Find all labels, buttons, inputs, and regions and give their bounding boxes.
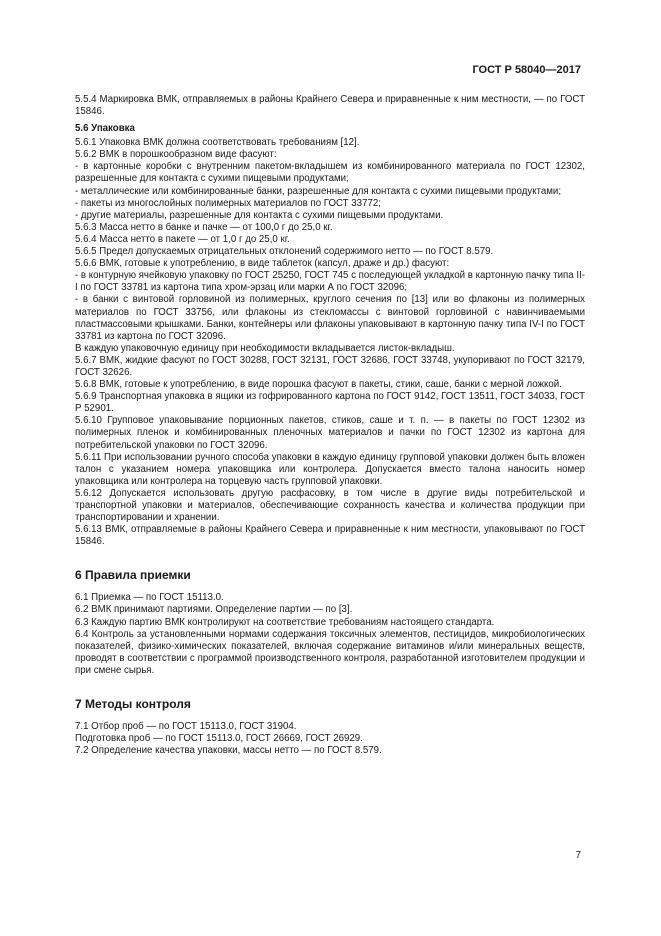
paragraph: 5.6.10 Групповое упаковывание порционных пакетов, стиков, саше и т. п. — в пакеты по ГОСТ 12302 из полимерных пленок и комбинированных пленочных материалов и пачки по ГОСТ 12302 из картона для потребительской упаковки по ГОСТ 32096. bbox=[75, 415, 585, 451]
paragraph: 5.6.3 Масса нетто в банке и пачке — от 100,0 г до 25,0 кг. bbox=[75, 221, 333, 233]
list-item: - пакеты из многослойных полимерных материалов по ГОСТ 33772; bbox=[75, 197, 381, 209]
list-item: - в контурную ячейковую упаковку по ГОСТ 25250, ГОСТ 745 с последующей укладкой в картонную пачку типа II-I по ГОСТ 33781 из картона типа хром-эрзац или марки А по ГОСТ 32096; bbox=[75, 270, 585, 294]
paragraph: 5.6.13 ВМК, отправляемые в районы Крайнего Севера и приравненные к ним местности, упаковывают по ГОСТ 15846. bbox=[75, 524, 585, 548]
paragraph: 5.6.7 ВМК, жидкие фасуют по ГОСТ 30288, ГОСТ 32131, ГОСТ 32686, ГОСТ 33748, укупоривают по ГОСТ 32179, ГОСТ 32626. bbox=[75, 354, 585, 378]
paragraph: 5.6.12 Допускается использовать другую расфасовку, в том числе в другие виды потребительской и транспортной упаковки и материалов, обеспечивающие сохранность качества и количества продукции при транспортировании и хранении. bbox=[75, 487, 585, 524]
paragraph: 5.6.8 ВМК, готовые к употреблению, в виде порошка фасуют в пакеты, стики, саше, банки с мерной ложкой. bbox=[75, 379, 562, 391]
paragraph: 7.1 Отбор проб — по ГОСТ 15113.0, ГОСТ 31904. bbox=[75, 721, 297, 733]
section-heading: 7 Методы контроля bbox=[75, 697, 191, 712]
paragraph: 5.6.1 Упаковка ВМК должна соответствовать требованиям [12]. bbox=[75, 137, 360, 149]
page-number: 7 bbox=[575, 850, 581, 861]
paragraph: 6.2 ВМК принимают партиями. Определение партии — по [3]. bbox=[75, 604, 353, 616]
paragraph: 5.6.5 Предел допускаемых отрицательных отклонений содержимого нетто — по ГОСТ 8.579. bbox=[75, 246, 494, 258]
section-heading: 6 Правила приемки bbox=[75, 568, 191, 583]
paragraph: 5.6.11 При использовании ручного способа упаковки в каждую единицу групповой упаковки должен быть вложен талон с указанием номера упаковщика или контролера. Допускается вместо талона наносить номер упаковщика или контролера на торцевую часть групповой упаковки. bbox=[75, 451, 585, 487]
paragraph: 5.5.4 Маркировка ВМК, отправляемых в районы Крайнего Севера и приравненные к ним местности, — по ГОСТ 15846. bbox=[75, 94, 585, 118]
list-item: - другие материалы, разрешенные для контакта с сухими пищевыми продуктами. bbox=[75, 209, 444, 221]
list-item: - металлические или комбинированные банки, разрешенные для контакта с сухими пищевыми продуктами; bbox=[75, 185, 562, 197]
paragraph: 5.6.6 ВМК, готовые к употреблению, в виде таблеток (капсул, драже и др.) фасуют: bbox=[75, 258, 450, 270]
document-number-header: ГОСТ Р 58040—2017 bbox=[472, 64, 581, 76]
paragraph: 5.6.9 Транспортная упаковка в ящики из гофрированного картона по ГОСТ 9142, ГОСТ 13511, ГОСТ 34033, ГОСТ Р 52901. bbox=[75, 391, 585, 415]
paragraph: 6.1 Приемка — по ГОСТ 15113.0. bbox=[75, 592, 224, 604]
paragraph: 5.6.2 ВМК в порошкообразном виде фасуют: bbox=[75, 149, 277, 161]
subsection-heading: 5.6 Упаковка bbox=[75, 123, 135, 135]
paragraph: В каждую упаковочную единицу при необходимости вкладывается листок-вкладыш. bbox=[75, 342, 455, 354]
list-item: - в банки с винтовой горловиной из полимерных, круглого сечения по [13] или во флаконы из полимерных материалов по ГОСТ 33756, или флаконы из стекломассы с винтовой горловиной с навинчиваемыми пластмассовыми крышками. Банки, контейнеры или флаконы упаковывают в картонную пачку типа IV-I по ГОСТ 33781 из картона по ГОСТ 32096. bbox=[75, 294, 585, 342]
list-item: - в картонные коробки с внутренним пакетом-вкладышем из комбинированного материала по ГОСТ 12302, разрешенные для контакта с сухими пищевыми продуктами; bbox=[75, 161, 585, 185]
page-content bbox=[75, 94, 585, 757]
paragraph: 6.4 Контроль за установленными нормами содержания токсичных элементов, пестицидов, микробиологических показателей, физико-химических показателей, включая содержание витаминов и/или минеральных веществ, проводят в соответствии с программой производственного контроля, разработанной изготовителем продукции и при смене сырья. bbox=[75, 628, 585, 676]
paragraph: 6.3 Каждую партию ВМК контролируют на соответствие требованиям настоящего стандарта. bbox=[75, 616, 495, 628]
paragraph: 5.6.4 Масса нетто в пакете — от 1,0 г до 25,0 кг. bbox=[75, 233, 290, 245]
paragraph: Подготовка проб — по ГОСТ 15113.0, ГОСТ 26669, ГОСТ 26929. bbox=[75, 733, 363, 745]
paragraph: 7.2 Определение качества упаковки, массы нетто — по ГОСТ 8.579. bbox=[75, 745, 382, 757]
